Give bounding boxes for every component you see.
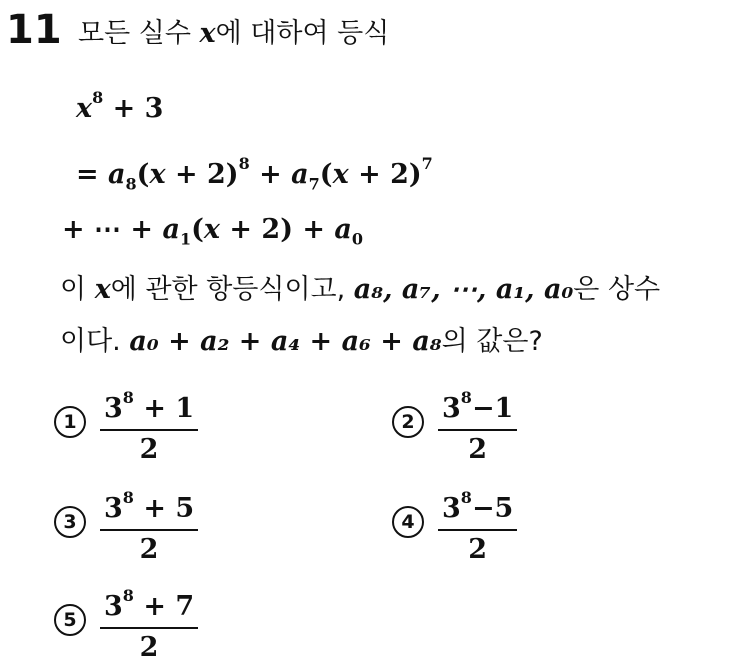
- choice-3-mark: 3: [54, 506, 86, 538]
- equation-line-3: [62, 210, 363, 259]
- cond1-coeffs: a₈, a₇, ⋯, a₁, a₀: [353, 274, 574, 305]
- cond2-prefix: 이다.: [60, 326, 121, 357]
- eq3-a0: a: [334, 214, 352, 245]
- cond1-prefix: 이: [60, 274, 87, 305]
- choice-5-denominator: 2: [139, 632, 159, 663]
- eq2-exp7: 7: [421, 154, 433, 173]
- choice-4-denominator: 2: [468, 534, 488, 565]
- choice-2-numerator: $3^8-1$: [438, 384, 517, 431]
- eq2-sub7: 7: [308, 174, 320, 194]
- eq2-plus2-b: + 2): [358, 159, 422, 190]
- condition-line-2: [60, 324, 543, 360]
- eq2-sub8: 8: [125, 174, 137, 194]
- eq2-plus2-a: + 2): [174, 159, 239, 190]
- eq2-lead: =: [76, 159, 99, 190]
- eq2-a7: a: [291, 159, 309, 190]
- choice-2-denominator: 2: [468, 434, 488, 465]
- cond2-suffix: 의 값은?: [441, 326, 543, 357]
- choice-3-denominator: 2: [139, 534, 159, 565]
- choice-5-fraction: [100, 582, 198, 667]
- cond1-mid: 에 관한 항등식이고,: [110, 274, 346, 305]
- stem-text-1: 모든 실수: [78, 18, 191, 49]
- choice-5-mark: 5: [54, 604, 86, 636]
- cond1-suffix: 은 상수: [573, 274, 661, 305]
- problem-stem: [78, 16, 389, 52]
- choice-1-numerator: $3^8 + 1$: [100, 384, 198, 431]
- stem-text-2: 에 대하여 등식: [215, 18, 390, 49]
- choice-4-fraction: [438, 484, 517, 569]
- eq2-a8: a: [108, 159, 126, 190]
- eq3-a1: a: [162, 214, 180, 245]
- cond1-var: x: [94, 274, 111, 305]
- eq2-plus: +: [259, 159, 282, 190]
- eq2-x2: x: [332, 159, 349, 190]
- eq2-paren1: (: [136, 159, 150, 190]
- choice-1-denominator: 2: [139, 434, 159, 465]
- eq3-close: + 2) +: [229, 214, 325, 245]
- choice-4-numerator: $3^8-5$: [438, 484, 517, 531]
- eq1-base: x: [76, 93, 93, 124]
- eq2-exp8: 8: [238, 154, 250, 173]
- choice-1-fraction: [100, 384, 198, 469]
- choice-4-mark: 4: [392, 506, 424, 538]
- choice-2-fraction: [438, 384, 517, 469]
- eq3-sub0: 0: [351, 229, 364, 249]
- condition-line-1: [60, 272, 660, 308]
- choice-3-numerator: $3^8 + 5$: [100, 484, 198, 531]
- stem-variable: x: [199, 18, 216, 49]
- choice-1-mark: 1: [54, 406, 86, 438]
- eq1-rest: + 3: [112, 93, 164, 124]
- equation-line-2: [76, 148, 433, 204]
- eq1-exp: 8: [92, 88, 104, 107]
- choice-3-fraction: [100, 484, 198, 569]
- eq2-x1: x: [149, 159, 166, 190]
- choice-5-numerator: $3^8 + 7$: [100, 582, 198, 629]
- equation-line-1: [76, 82, 163, 129]
- eq3-x: x: [203, 214, 220, 245]
- eq3-sub1: 1: [179, 229, 192, 249]
- eq3-lead: + ⋯ +: [62, 214, 154, 245]
- cond2-sum: a₀ + a₂ + a₄ + a₆ + a₈: [129, 326, 442, 357]
- problem-number: 11: [6, 7, 62, 53]
- choice-2-mark: 2: [392, 406, 424, 438]
- eq3-paren: (: [191, 214, 204, 245]
- eq2-paren2: (: [319, 159, 333, 190]
